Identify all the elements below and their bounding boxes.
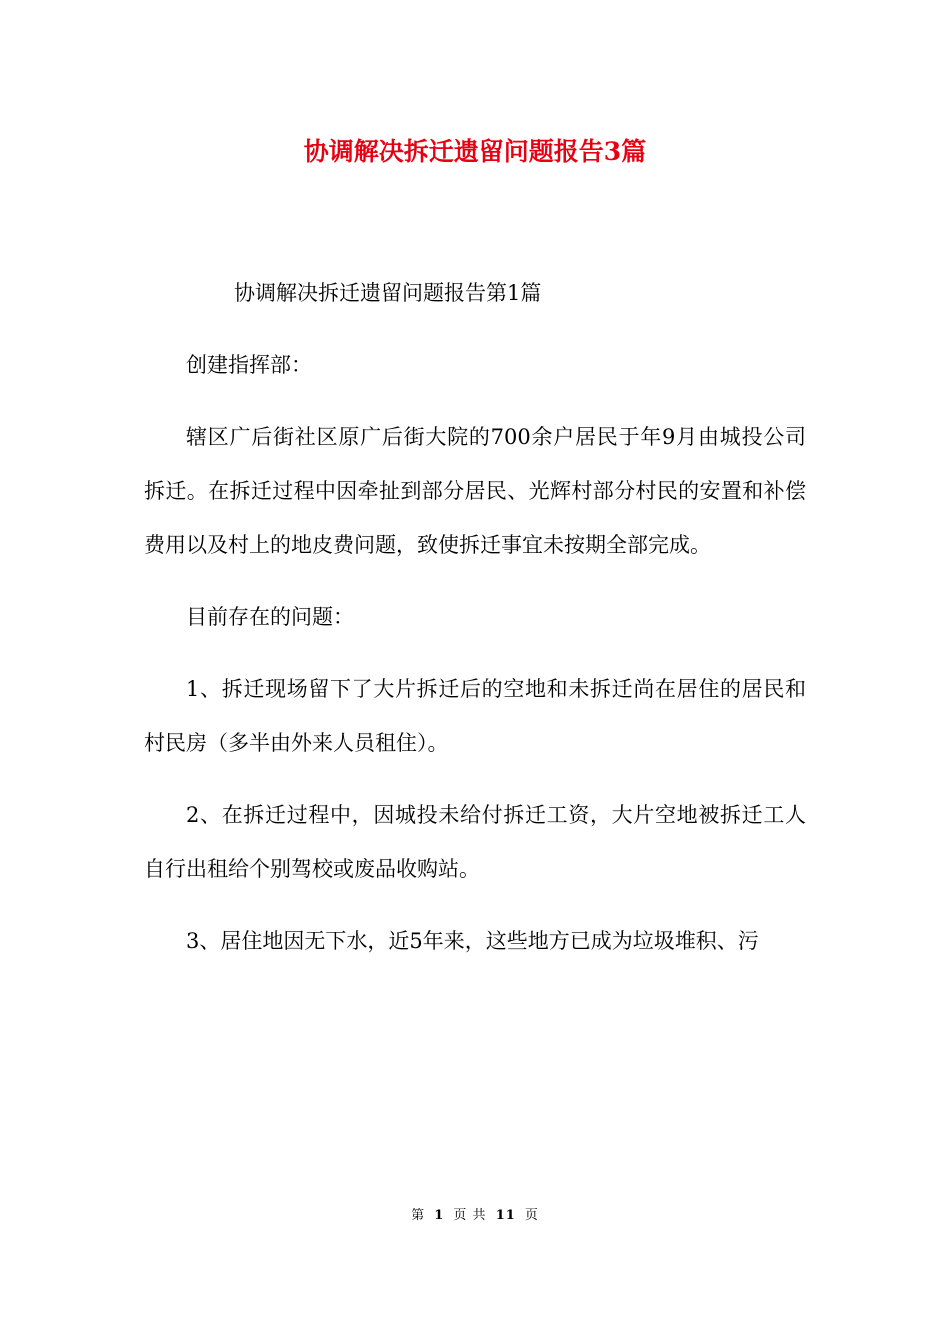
paragraph: 3、居住地因无下水，近5年来，这些地方已成为垃圾堆积、污 bbox=[186, 929, 759, 953]
footer-suffix: 页 bbox=[524, 1208, 539, 1223]
paragraph: 2、在拆迁过程中，因城投未给付拆迁工资，大片空地被拆迁工人自行出租给个别驾校或废品收购站。 bbox=[144, 803, 806, 881]
paragraph: 1、拆迁现场留下了大片拆迁后的空地和未拆迁尚在居住的居民和村民房（多半由外来人员租住）。 bbox=[144, 677, 806, 755]
paragraph: 辖区广后街社区原广后街大院的700余户居民于年9月由城投公司拆迁。在拆迁过程中因牵扯到部分居民、光辉村部分村民的安置和补偿费用以及村上的地皮费问题，致使拆迁事宜未按期全部完成。 bbox=[144, 425, 806, 557]
document-body bbox=[144, 266, 806, 986]
section-heading: 协调解决拆迁遗留问题报告第1篇 bbox=[234, 281, 542, 305]
paragraph: 目前存在的问题： bbox=[186, 605, 354, 629]
footer-prefix: 第 bbox=[411, 1208, 426, 1223]
document-title: 协调解决拆迁遗留问题报告3篇 bbox=[303, 137, 647, 166]
page-footer bbox=[0, 1206, 950, 1226]
footer-middle: 页 共 bbox=[453, 1208, 487, 1223]
footer-total-pages: 11 bbox=[495, 1208, 516, 1223]
footer-current-page: 1 bbox=[434, 1208, 445, 1223]
paragraph: 创建指挥部： bbox=[186, 353, 312, 377]
